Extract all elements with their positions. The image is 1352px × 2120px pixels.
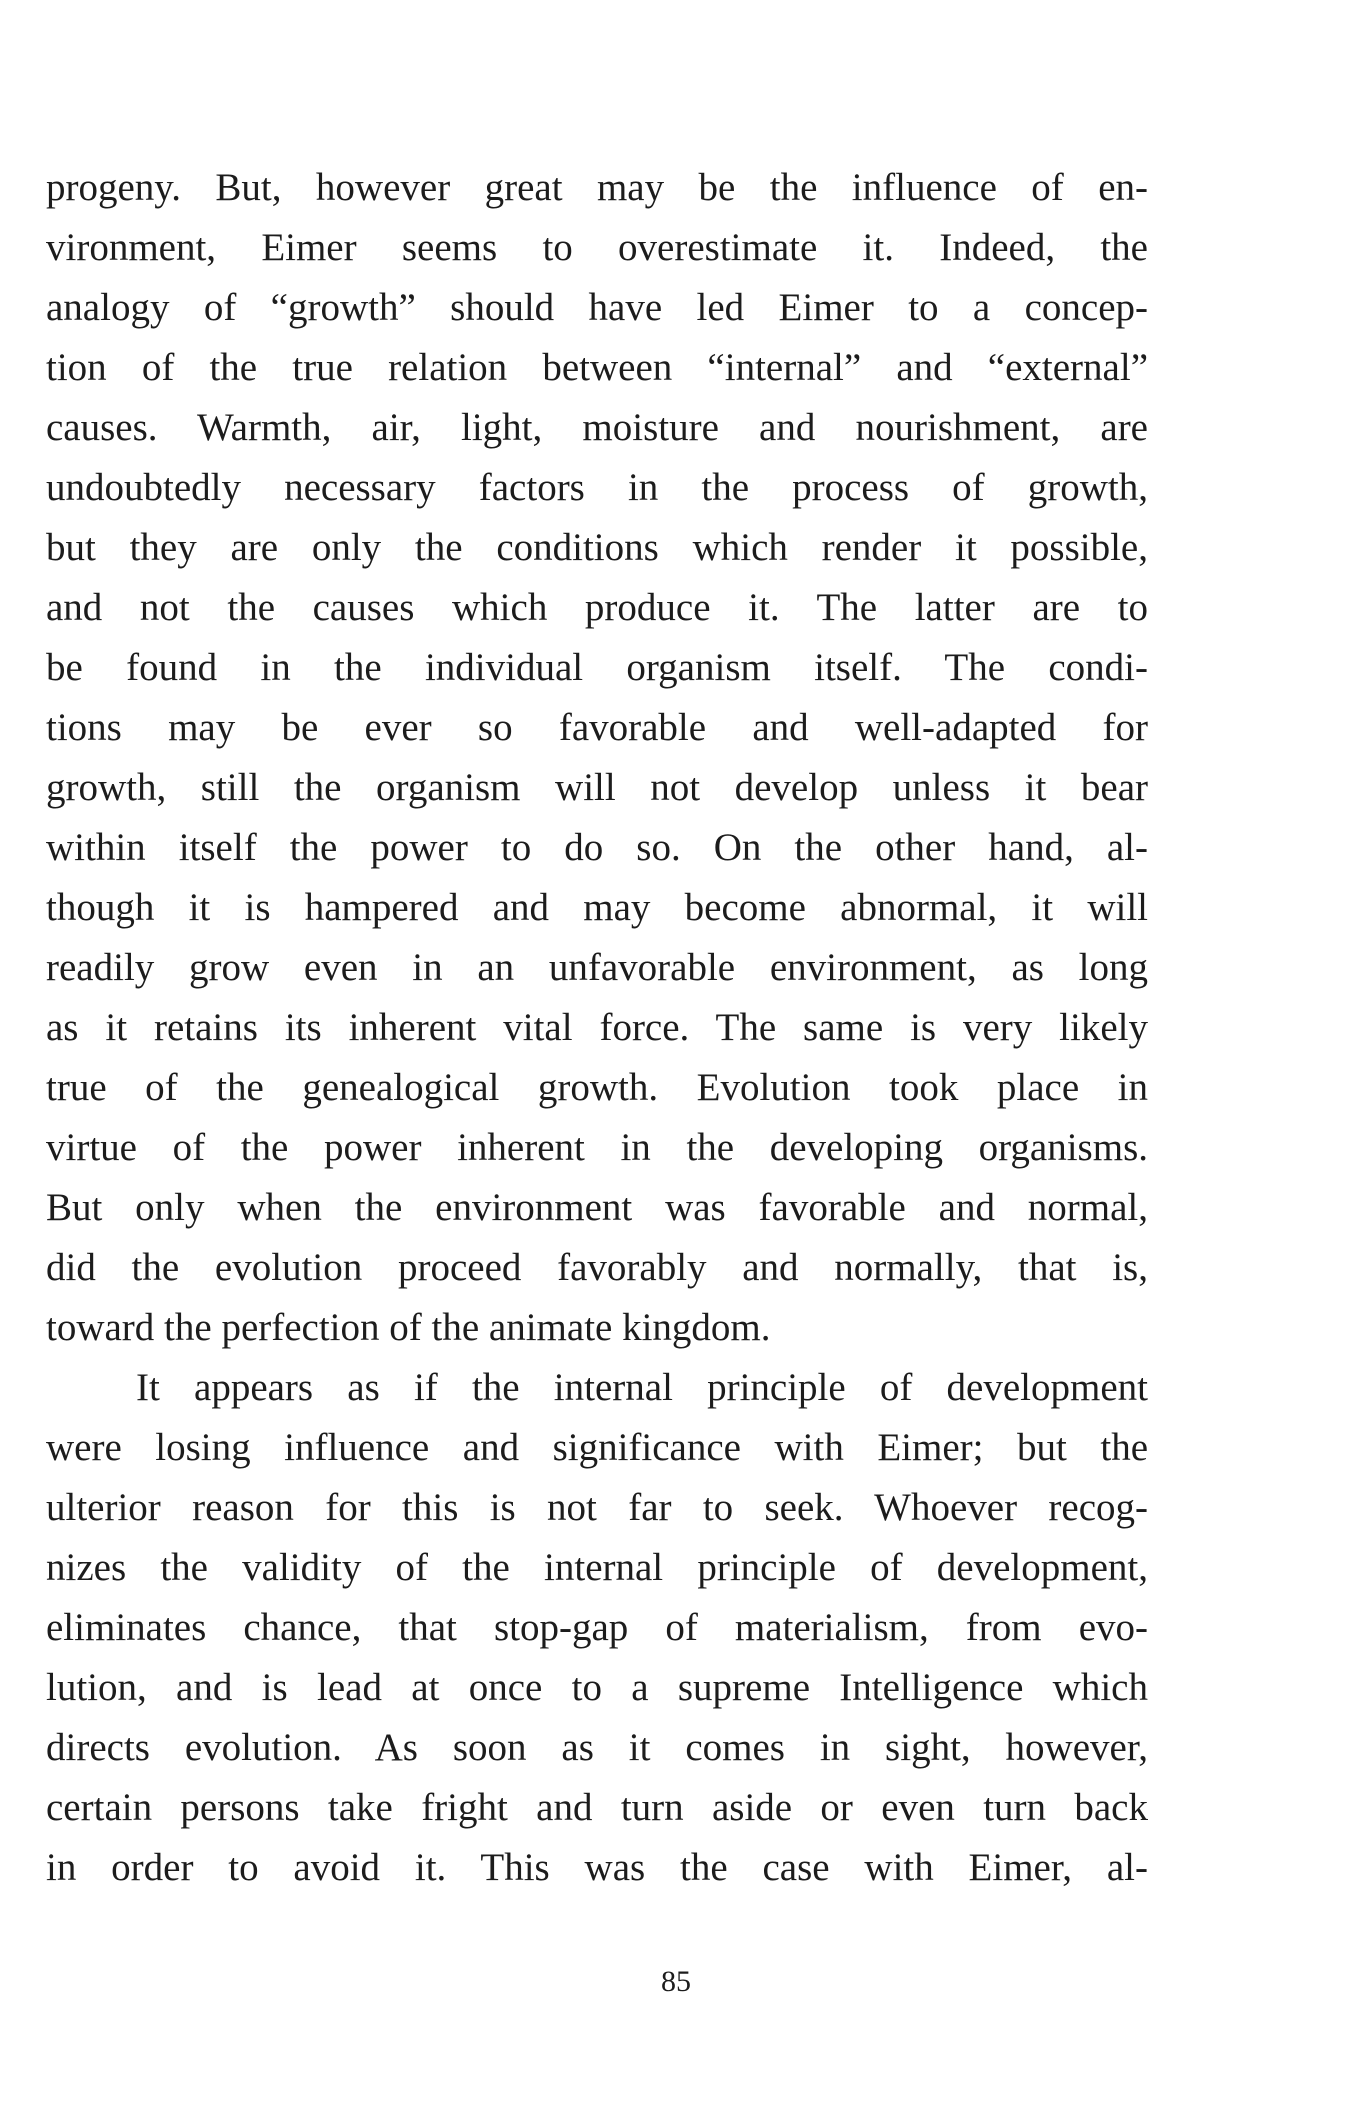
text-line: ulterior reason for this is not far to seek. Whoever recog- (46, 1486, 1148, 1529)
text-line: were losing influence and significance with Eimer; but the (46, 1426, 1148, 1469)
text-line: be found in the individual organism itself. The condi- (46, 646, 1148, 689)
page-number: 85 (661, 1965, 691, 1998)
text-line: progeny. But, however great may be the influence of en- (46, 166, 1148, 209)
text-line: readily grow even in an unfavorable environment, as long (46, 946, 1148, 989)
text-line: true of the genealogical growth. Evolution took place in (46, 1066, 1148, 1109)
text-line: eliminates chance, that stop-gap of materialism, from evo- (46, 1606, 1148, 1649)
text-line: virtue of the power inherent in the developing organisms. (46, 1126, 1148, 1169)
text-line: analogy of “growth” should have led Eimer to a concep- (46, 286, 1148, 329)
text-line: did the evolution proceed favorably and normally, that is, (46, 1246, 1148, 1289)
text-line: directs evolution. As soon as it comes in sight, however, (46, 1726, 1148, 1769)
text-line: tions may be ever so favorable and well-adapted for (46, 706, 1148, 749)
text-line: lution, and is lead at once to a supreme Intelligence which (46, 1666, 1148, 1709)
text-line: causes. Warmth, air, light, moisture and nourishment, are (46, 406, 1148, 449)
text-line: though it is hampered and may become abnormal, it will (46, 886, 1148, 929)
body-text (46, 158, 1148, 1898)
text-line: toward the perfection of the animate kingdom. (46, 1306, 771, 1349)
text-line: But only when the environment was favorable and normal, (46, 1186, 1148, 1229)
text-line: undoubtedly necessary factors in the process of growth, (46, 466, 1148, 509)
text-line: certain persons take fright and turn aside or even turn back (46, 1786, 1148, 1829)
text-line: nizes the validity of the internal principle of development, (46, 1546, 1148, 1589)
text-line: vironment, Eimer seems to overestimate it. Indeed, the (46, 226, 1148, 269)
text-line: within itself the power to do so. On the other hand, al- (46, 826, 1148, 869)
text-line: tion of the true relation between “internal” and “external” (46, 346, 1148, 389)
text-line: as it retains its inherent vital force. The same is very likely (46, 1006, 1148, 1049)
text-line: It appears as if the internal principle of development (136, 1366, 1148, 1409)
text-line: growth, still the organism will not develop unless it bear (46, 766, 1148, 809)
text-line: but they are only the conditions which render it possible, (46, 526, 1148, 569)
text-line: and not the causes which produce it. The latter are to (46, 586, 1148, 629)
text-line: in order to avoid it. This was the case with Eimer, al- (46, 1846, 1148, 1889)
